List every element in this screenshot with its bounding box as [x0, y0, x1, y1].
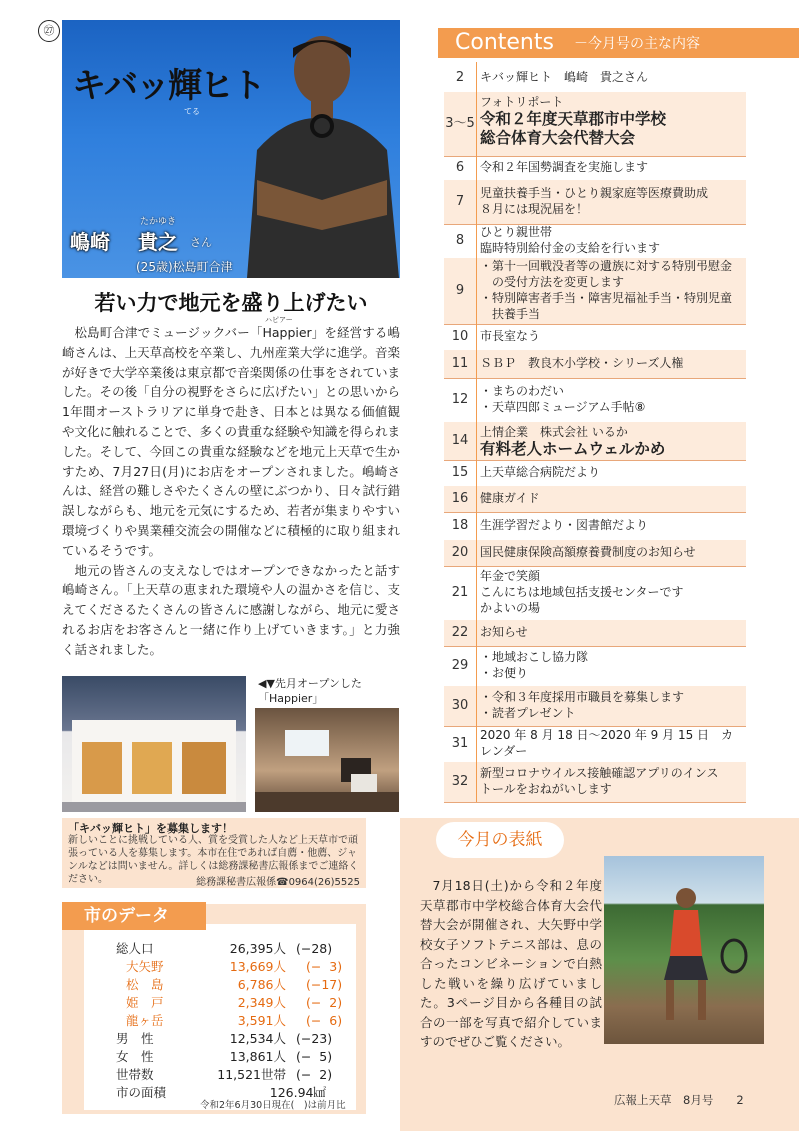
contents-page-number: 29 [451, 658, 469, 673]
contents-item-line: 国民健康保険高額療養費制度のお知らせ [480, 545, 696, 559]
contents-item [444, 224, 746, 259]
feature-article [62, 323, 400, 660]
contents-item-line: こんにちは地域包括支援センターです [480, 585, 684, 599]
contents-item-text [480, 422, 742, 459]
contents-item [444, 762, 746, 803]
city-data-value: 13,861人 [229, 1049, 286, 1064]
tennis-player-drawing [604, 856, 764, 1044]
contents-item-text [480, 224, 742, 256]
contents-item-text [480, 180, 742, 217]
contents-item-line: 市長室なう [480, 329, 541, 343]
contents-item-line: キバッ輝ヒト 嶋崎 貴之さん [480, 70, 649, 84]
contents-item-line: 扶養手当 [480, 307, 541, 321]
contents-item-text [480, 64, 742, 85]
city-data-panel [62, 904, 366, 1114]
contents-item [444, 422, 746, 461]
contents-item-line: 新型コロナウイルス接触確認アプリのインス [480, 766, 719, 780]
city-data-value: 13,669人 [229, 959, 286, 974]
city-data-row [116, 1066, 356, 1084]
city-data-value: 6,786人 [237, 977, 286, 992]
city-data-diff: (− 5) [296, 1049, 333, 1064]
contents-item-line: お知らせ [480, 625, 528, 639]
contents-item-text [480, 460, 742, 480]
contents-item-line: ＳＢＰ 教良木小学校・シリーズ人権 [480, 356, 684, 370]
contents-item [444, 258, 746, 325]
photo-caption [258, 676, 398, 706]
contents-item-text [480, 726, 742, 759]
cover-title: 今月の表紙 [436, 822, 564, 858]
contents-page-number: 20 [451, 545, 469, 560]
city-data-row [116, 1030, 356, 1048]
contents-item [444, 460, 746, 487]
brand-logo [72, 52, 272, 122]
city-data-value: 11,521世帯 [217, 1067, 286, 1082]
city-data-label: 大矢野 [126, 959, 164, 974]
recruit-notice [62, 818, 366, 888]
contents-page-number: 21 [451, 585, 469, 600]
photo-caption-line: 「Happier」 [258, 692, 324, 705]
subject-surname: 嶋崎 [70, 230, 110, 254]
contents-item-text [480, 324, 742, 344]
recruit-contact: 総務課秘書広報係☎0964(26)5525 [196, 877, 360, 888]
contents-item-line: 総合体育大会代替大会 [480, 129, 636, 147]
city-data-row [126, 1012, 366, 1030]
contents-item-line: フォトリポート [480, 95, 564, 109]
photo-caption-line: ◀▼先月オープンした [258, 677, 362, 690]
contents-item-text [480, 156, 742, 175]
contents-page-number: 8 [455, 233, 465, 248]
contents-item [444, 566, 746, 621]
recruit-body: 新しいことに挑戦している人、賞を受賞した人など上天草市で頑張っている人を募集します。本市在住であれば自薦・他薦、ジャンルなどは問いません。詳しくは総務課秘書広報係までご連絡ください。 [68, 835, 359, 885]
city-data-row [126, 976, 366, 994]
contents-item-text [480, 486, 742, 506]
contents-item-text [480, 762, 742, 797]
contents-item-text [480, 378, 742, 415]
article-paragraph: 松島町合津でミュージックバー「Happier」を経営する嶋崎さんは、上天草高校を卒業し、九州産業大学に進学。音楽が好きで大学卒業後は東京都で音楽関係の仕事をされていました。その後「自分の視野をさらに広げたい」との思いから1年間オーストラリアに単身で赴き、日本とは異なる価値観や文化に触れることで、多くの貴重な経験や知識を得られました。そして、今回この貴重な経験などを地元上天草で生かすため、7月27日(月)にお店をオープンされました。嶋崎さんは、経営の難しさやたくさんの壁にぶつかり、日々試行錯誤しながらも、地元を元気にするため、若者が集まりやすい環境づくりや異業種交流会の開催などに積極的に取り組まれているそうです。 [62, 325, 400, 558]
city-data-label: 市の面積 [116, 1085, 167, 1100]
city-data-diff: (−17) [306, 977, 343, 992]
contents-item-line: ・読者プレゼント [480, 706, 576, 720]
contents-item-line: ・第十一回戦没者等の遺族に対する特別弔慰金 [480, 259, 733, 273]
recruit-title: 「キバッ輝ヒト」を募集します！ [68, 822, 233, 835]
city-data-value: 12,534人 [229, 1031, 286, 1046]
contents-item [444, 486, 746, 513]
city-data-label: 世帯数 [116, 1067, 154, 1082]
cover-tennis-photo [604, 856, 764, 1044]
contents-item [444, 64, 746, 93]
contents-item [444, 350, 746, 379]
shop-interior-drawing [255, 708, 399, 812]
contents-page-number: 32 [451, 774, 469, 789]
contents-page-number: 10 [451, 329, 469, 344]
city-data-diff: (− 2) [296, 1067, 333, 1082]
contents-item-line: の受付方法を変更します [480, 275, 625, 289]
contents-item-text [480, 92, 742, 148]
contents-item-text [480, 686, 742, 721]
brand-title: キバッ輝ヒト [72, 66, 264, 106]
contents-item-line: 健康ガイド [480, 491, 540, 505]
city-data-diff: (− 3) [306, 959, 343, 974]
contents-page-number: 7 [455, 194, 465, 209]
contents-item-text [480, 566, 742, 616]
contents-item-line: ・特別障害者手当・障害児福祉手当・特別児童 [480, 291, 733, 305]
contents-item-line: 児童扶養手当・ひとり親家庭等医療費助成 [480, 186, 709, 200]
contents-item [444, 512, 746, 541]
contents-page-number: 11 [451, 356, 469, 371]
city-data-value: 3,591人 [237, 1013, 286, 1028]
contents-item [444, 324, 746, 351]
city-data-value: 26,395人 [229, 941, 286, 956]
city-data-label: 女 性 [116, 1049, 154, 1064]
contents-item [444, 156, 746, 181]
contents-item-line: ・地域おこし協力隊 [480, 650, 589, 664]
subject-given-ruby: たかゆき [140, 217, 177, 227]
contents-page-number: 15 [451, 465, 469, 480]
contents-item-text [480, 646, 742, 681]
contents-item [444, 540, 746, 567]
city-data-diff: (−28) [296, 941, 333, 956]
happier-ruby: ハピアー [265, 316, 293, 324]
contents-item-text [480, 350, 742, 371]
contents-item-text [480, 258, 742, 322]
contents-divider [476, 62, 477, 802]
contents-page-number: 6 [455, 160, 465, 175]
contents-page-number: 18 [451, 518, 469, 533]
contents-page-number: 30 [451, 698, 469, 713]
contents-page-number: 22 [451, 625, 469, 640]
contents-item-text [480, 540, 742, 560]
contents-page-number: 9 [455, 283, 465, 298]
contents-item-line: トールをおねがいします [480, 782, 612, 796]
contents-page-number: 16 [451, 491, 469, 506]
city-data-value: 126.94㎢ [269, 1085, 326, 1100]
city-data-row [116, 940, 356, 958]
contents-item-line: 有料老人ホームウェルかめ [480, 440, 666, 458]
contents-item [444, 726, 746, 763]
city-data-label: 総人口 [116, 941, 154, 956]
city-data-row [116, 1048, 356, 1066]
city-data-row [126, 994, 366, 1012]
article-paragraph: 地元の皆さんの支えなしではオープンできなかったと話す嶋崎さん。「上天草の恵まれた環境や人の温かさを信じ、支えてくださるたくさんの皆さんに感謝しながら、地元に愛されるお店をお客さんと一緒に作り上げていきます。」と力強く話されました。 [62, 562, 400, 657]
city-data-title: 市のデータ [62, 902, 206, 930]
contents-item-line: ・まちのわだい [480, 384, 565, 398]
contents-item [444, 92, 746, 157]
city-data-note: 令和2年6月30日現在( )は前月比 [200, 1100, 346, 1111]
cover-description [420, 876, 602, 1052]
brand-ruby: てる [184, 107, 200, 116]
city-data-diff: (− 6) [306, 1013, 343, 1028]
contents-item-line: ８月には現況届を！ [480, 202, 589, 216]
contents-item [444, 686, 746, 727]
contents-page-number: 3〜5 [445, 116, 475, 131]
city-data-diff: (− 2) [306, 995, 343, 1010]
contents-item-line: 臨時特別給付金の支給を行います [480, 241, 661, 255]
contents-item-line: 上情企業 株式会社 いるか [480, 425, 628, 439]
contents-subtitle: －今月号の主な内容 [574, 36, 700, 52]
city-data-table [84, 924, 356, 1110]
contents-item-line: 令和２年度天草郡市中学校 [480, 110, 667, 128]
contents-item [444, 646, 746, 687]
contents-item-text [480, 620, 742, 640]
city-data-row [126, 958, 366, 976]
cover-paragraph: 7月18日(土)から令和２年度天草郡市中学校総合体育大会代替大会が開催され、大矢野中学校女子ソフトテニス部は、息の合ったコンビネーションで白熱した戦いを繰り広げていました。3ページ目から各種目の試合の一部を写真で紹介していますのでぜひご覧ください。 [420, 878, 602, 1049]
contents-item-line: ・お便り [480, 666, 529, 680]
city-data-diff: (−23) [296, 1031, 333, 1046]
contents-page-number: 14 [451, 433, 469, 448]
city-data-label: 龍ヶ岳 [126, 1013, 164, 1028]
contents-item-line: ひとり親世帯 [480, 225, 553, 239]
contents-item-line: 2020 年 8 月 18 日〜2020 年 9 月 15 日 カ [480, 728, 734, 742]
contents-item-line: ・天草四郎ミュージアム手帖⑧ [480, 400, 646, 414]
contents-item-line: 生涯学習だより・図書館だより [480, 518, 649, 532]
city-data-label: 姫 戸 [126, 995, 164, 1010]
contents-page-number: 31 [451, 736, 469, 751]
city-data-value: 2,349人 [237, 995, 286, 1010]
contents-item [444, 180, 746, 225]
subject-honorific: さん [190, 236, 212, 249]
contents-item [444, 620, 746, 647]
subject-given-name: 貴之 [138, 230, 178, 254]
contents-item-line: かよいの場 [480, 601, 541, 615]
shop-interior-photo [255, 708, 399, 812]
contents-item-line: ・令和３年度採用市職員を募集します [480, 690, 685, 704]
contents-item-line: 令和２年国勢調査を実施します [480, 160, 649, 174]
contents-item [444, 378, 746, 423]
shop-exterior-photo [62, 676, 246, 812]
shop-exterior-drawing [62, 676, 246, 812]
footer-issue: 広報上天草 8月号 2 [614, 1093, 744, 1107]
contents-page-number: 12 [451, 392, 469, 407]
city-data-label: 男 性 [116, 1031, 154, 1046]
contents-item-line: レンダー [480, 744, 528, 758]
feature-headline: 若い力で地元を盛り上げたい [94, 291, 368, 315]
contents-item-text [480, 512, 742, 533]
feature-portrait-photo [62, 20, 400, 278]
page-number: ㉗ [38, 20, 60, 42]
contents-page-number: 2 [455, 70, 465, 85]
contents-item-line: 年金で笑顔 [480, 569, 541, 583]
subject-age-place: (25歳)松島町合津 [136, 260, 233, 274]
city-data-label: 松 島 [126, 977, 164, 992]
contents-item-line: 上天草総合病院だより [480, 465, 601, 479]
contents-title: Contents [455, 30, 554, 55]
